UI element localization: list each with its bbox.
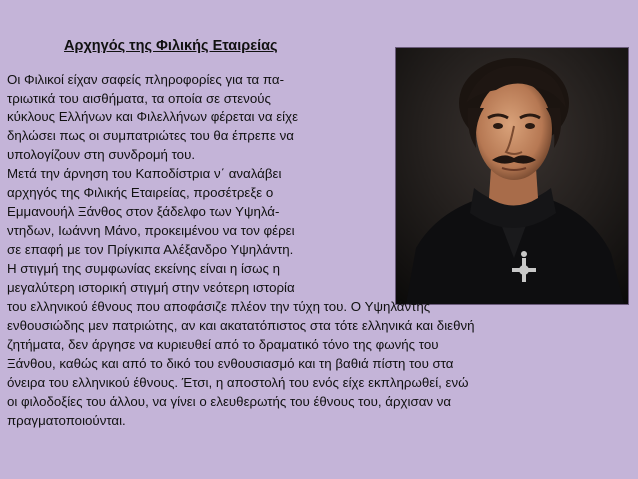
portrait-image: [395, 47, 629, 305]
body-text-line: σε επαφή με τον Πρίγκιπα Αλέξανδρο Υψηλάντη.: [7, 242, 294, 257]
body-text-line: Εμμανουήλ Ξάνθος στον ξάδελφο των Υψηλά-: [7, 204, 280, 219]
body-text-line: ενθουσιώδης μεν πατριώτης, αν και ακατατόπιστος στα τότε ελληνικά και διεθνή: [7, 318, 475, 333]
body-text-line: ντηδων, Ιωάννη Μάνο, προκειμένου να τον φέρει: [7, 223, 295, 238]
body-text-line: κύκλους Ελλήνων και Φιλελλήνων φέρεται να είχε: [7, 109, 299, 124]
body-text-line: του ελληνικού έθνους που αποφάσιζε πλέον την τύχη του. Ο Υψηλάντης: [7, 299, 431, 314]
body-text-line: όνειρα του ελληνικού έθνους. Έτσι, η αποστολή του ενός είχε εκπληρωθεί, ενώ: [7, 375, 469, 390]
body-text-line: ζητήματα, δεν άργησε να κυριευθεί από το δραματικό τόνο της φωνής του: [7, 337, 439, 352]
body-text-line: υπολογίζουν στη συνδρομή του.: [7, 147, 196, 162]
body-text-line: τριωτικά του αισθήματα, τα οποία σε στενούς: [7, 91, 271, 106]
portrait-drawing: [396, 48, 628, 304]
body-text-line: μεγαλύτερη ιστορική στιγμή στην νεότερη ιστορία: [7, 280, 295, 295]
body-text-line: Η στιγμή της συμφωνίας εκείνης είναι η ίσως η: [7, 261, 280, 276]
body-text-line: Οι Φιλικοί είχαν σαφείς πληροφορίες για τα πα-: [7, 72, 284, 87]
body-text-line: δηλώσει πως οι συμπατριώτες του θα έπρεπε να: [7, 128, 294, 143]
body-text-line: Μετά την άρνηση του Καποδίστρια ν΄ αναλάβει: [7, 166, 282, 181]
body-text-line: αρχηγός της Φιλικής Εταιρείας, προσέτρεξε ο: [7, 185, 274, 200]
body-text-line: πραγματοποιούνται.: [7, 413, 126, 428]
body-text-line: οι φιλοδοξίες του άλλου, να γίνει ο ελευθερωτής του έθνους του, άρχισαν να: [7, 394, 452, 409]
slide-title: Αρχηγός της Φιλικής Εταιρείας: [64, 38, 278, 54]
body-text-line: Ξάνθου, καθώς και από το δικό του ενθουσιασμό και τη βαθιά πίστη του στα: [7, 356, 454, 371]
